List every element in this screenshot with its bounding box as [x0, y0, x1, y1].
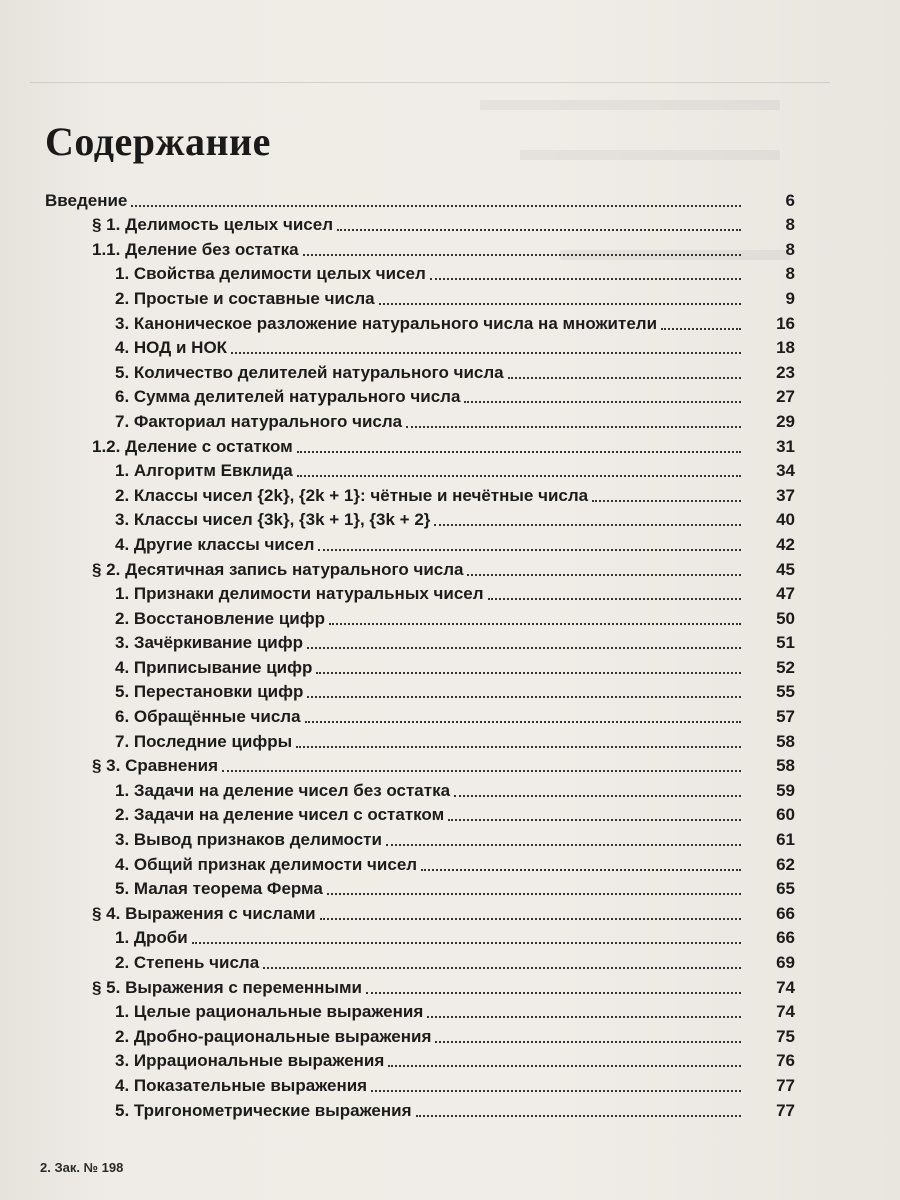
toc-entry: [45, 924, 795, 949]
toc-entry-title: 7. Последние цифры: [115, 731, 293, 751]
toc-entry-title: 3. Классы чисел {3k}, {3k + 1}, {3k + 2}: [115, 510, 431, 530]
toc-entry-title: 7. Факториал натурального числа: [115, 411, 403, 431]
dot-leader: [416, 1115, 741, 1117]
print-order-footer: 2. Зак. № 198: [40, 1160, 124, 1175]
toc-page-number: 23: [776, 362, 795, 382]
toc-entry-title: 4. Показательные выражения: [115, 1075, 368, 1095]
toc-page-number: 29: [776, 411, 795, 431]
toc-page-number: 40: [776, 510, 795, 530]
dot-leader: [454, 795, 741, 797]
toc-page-number: 51: [776, 633, 795, 653]
toc-page-number: 62: [776, 854, 795, 874]
page-title: Содержание: [45, 119, 271, 164]
toc-entry-title: 6. Обращённые числа: [115, 707, 301, 727]
toc-entry: [45, 1071, 795, 1096]
toc-entry-title: 5. Перестановки цифр: [115, 682, 304, 702]
toc-entry: [45, 702, 795, 727]
toc-entry: [45, 432, 795, 457]
toc-page-number: 31: [776, 436, 795, 456]
toc-entry: [45, 407, 795, 432]
toc-entry-title: 2. Дробно-рациональные выражения: [115, 1026, 432, 1046]
toc-page-number: 50: [776, 608, 795, 628]
toc-entry: [45, 825, 795, 850]
toc-entry-title: 1.2. Деление с остатком: [92, 436, 293, 456]
dot-leader: [337, 229, 741, 231]
dot-leader: [318, 549, 741, 551]
dot-leader: [379, 303, 741, 305]
toc-entry-title: § 1. Делимость целых чисел: [92, 215, 333, 235]
toc-entry: [45, 899, 795, 924]
toc-entry: [45, 1096, 795, 1121]
toc-entry: [45, 973, 795, 998]
dot-leader: [303, 254, 741, 256]
toc-entry: [45, 211, 795, 236]
toc-entry-title: 1. Целые рациональные выражения: [115, 1002, 424, 1022]
toc-entry: [45, 186, 795, 211]
dot-leader: [320, 918, 741, 920]
toc-entry: [45, 309, 795, 334]
toc-entry: [45, 580, 795, 605]
toc-page-number: 66: [776, 928, 795, 948]
dot-leader: [296, 746, 741, 748]
dot-leader: [388, 1065, 741, 1067]
dot-leader: [661, 328, 741, 330]
toc-page-number: 9: [785, 288, 795, 308]
dot-leader: [448, 819, 741, 821]
toc-entry: [45, 1047, 795, 1072]
dot-leader: [307, 647, 741, 649]
toc-entry: [45, 948, 795, 973]
dot-leader: [222, 770, 741, 772]
toc-page-number: 8: [785, 239, 795, 259]
toc-entry-title: 2. Восстановление цифр: [115, 608, 325, 628]
toc-page-number: 8: [785, 215, 795, 235]
toc-page-number: 42: [776, 534, 795, 554]
dot-leader: [464, 401, 741, 403]
dot-leader: [386, 844, 741, 846]
toc-entry: [45, 629, 795, 654]
toc-entry: [45, 1022, 795, 1047]
toc-entry: [45, 481, 795, 506]
dot-leader: [263, 967, 741, 969]
dot-leader: [192, 942, 741, 944]
toc-entry: [45, 334, 795, 359]
dot-leader: [488, 598, 741, 600]
toc-page-number: 47: [776, 584, 795, 604]
toc-page-number: 37: [776, 485, 795, 505]
toc-entry: [45, 457, 795, 482]
toc-entry-title: § 2. Десятичная запись натурального числа: [92, 559, 464, 579]
table-of-contents: [45, 186, 795, 1121]
dot-leader: [297, 475, 741, 477]
dot-leader: [231, 352, 741, 354]
toc-entry-title: 4. Приписывание цифр: [115, 657, 313, 677]
toc-entry-title: 4. Другие классы чисел: [115, 534, 315, 554]
toc-entry-title: 1. Дроби: [115, 928, 188, 948]
toc-page-number: 58: [776, 756, 795, 776]
dot-leader: [434, 524, 741, 526]
toc-entry-title: 3. Иррациональные выражения: [115, 1051, 385, 1071]
toc-entry: [45, 727, 795, 752]
toc-entry: [45, 776, 795, 801]
dot-leader: [427, 1016, 741, 1018]
toc-page-number: 76: [776, 1051, 795, 1071]
toc-entry: [45, 260, 795, 285]
dot-leader: [592, 500, 741, 502]
toc-entry: [45, 678, 795, 703]
dot-leader: [329, 623, 741, 625]
toc-entry-title: 3. Зачёркивание цифр: [115, 633, 303, 653]
toc-entry-title: 1. Свойства делимости целых чисел: [115, 264, 426, 284]
dot-leader: [366, 992, 741, 994]
toc-entry-title: 1.1. Деление без остатка: [92, 239, 299, 259]
toc-entry: [45, 801, 795, 826]
toc-entry-title: 4. НОД и НОК: [115, 338, 228, 358]
toc-entry: [45, 235, 795, 260]
toc-entry-title: § 3. Сравнения: [92, 756, 219, 776]
toc-page-number: 58: [776, 731, 795, 751]
toc-page-number: 74: [776, 977, 795, 997]
toc-entry-title: Введение: [45, 190, 128, 210]
dot-leader: [406, 426, 741, 428]
dot-leader: [430, 278, 741, 280]
toc-page-number: 34: [776, 461, 795, 481]
dot-leader: [307, 696, 741, 698]
toc-entry: [45, 604, 795, 629]
dot-leader: [305, 721, 741, 723]
dot-leader: [508, 377, 741, 379]
toc-entry-title: 2. Классы чисел {2k}, {2k + 1}: чётные и нечётные числа: [115, 485, 589, 505]
toc-entry-title: 3. Каноническое разложение натурального числа на множители: [115, 313, 658, 333]
toc-page-number: 66: [776, 903, 795, 923]
bleed-through-line: [520, 150, 780, 160]
toc-page-number: 69: [776, 953, 795, 972]
toc-page-number: 59: [776, 780, 795, 800]
toc-entry-title: 1. Алгоритм Евклида: [115, 461, 293, 481]
toc-page-number: 52: [776, 657, 795, 677]
toc-entry-title: 5. Малая теорема Ферма: [115, 879, 323, 899]
toc-entry-title: 1. Признаки делимости натуральных чисел: [115, 584, 484, 604]
toc-entry: [45, 875, 795, 900]
toc-entry: [45, 284, 795, 309]
toc-page-number: 18: [776, 338, 795, 358]
toc-page-number: 77: [776, 1075, 795, 1095]
toc-page-number: 27: [776, 387, 795, 407]
toc-page-number: 8: [785, 264, 795, 284]
toc-page-number: 75: [776, 1026, 795, 1046]
bleed-through-header: [30, 52, 830, 83]
toc-entry: [45, 383, 795, 408]
dot-leader: [131, 205, 741, 207]
toc-page-number: 65: [776, 879, 795, 899]
toc-entry-title: 6. Сумма делителей натурального числа: [115, 387, 461, 407]
toc-page-number: 6: [785, 190, 795, 210]
dot-leader: [467, 574, 741, 576]
toc-entry: [45, 530, 795, 555]
toc-entry: [45, 358, 795, 383]
toc-entry: [45, 506, 795, 531]
toc-entry-title: 5. Количество делителей натурального числа: [115, 362, 504, 382]
toc-entry: [45, 555, 795, 580]
toc-page-number: 16: [776, 313, 795, 333]
toc-entry-title: 2. Простые и составные числа: [115, 288, 375, 308]
dot-leader: [371, 1090, 741, 1092]
toc-page-number: 45: [776, 559, 795, 579]
toc-entry-title: 1. Задачи на деление чисел без остатка: [115, 780, 451, 800]
toc-entry-title: 4. Общий признак делимости чисел: [115, 854, 418, 874]
toc-entry-title: 3. Вывод признаков делимости: [115, 830, 382, 850]
toc-entry-title: § 5. Выражения с переменными: [92, 977, 362, 997]
dot-leader: [327, 893, 741, 895]
toc-entry-title: 2. Задачи на деление чисел с остатком: [115, 805, 445, 825]
toc-entry: [45, 850, 795, 875]
toc-entry-title: § 4. Выражения с числами: [92, 903, 316, 923]
dot-leader: [297, 451, 741, 453]
toc-page-number: 74: [776, 1002, 795, 1022]
toc-entry: [45, 653, 795, 678]
toc-page-number: 60: [776, 805, 795, 825]
toc-page-number: 61: [776, 830, 795, 850]
toc-page-number: 77: [776, 1100, 795, 1120]
toc-page-number: 55: [776, 682, 795, 702]
toc-entry: [45, 998, 795, 1023]
dot-leader: [316, 672, 741, 674]
dot-leader: [421, 869, 741, 871]
toc-entry: [45, 752, 795, 777]
toc-entry-title: 2. Степень числа: [115, 953, 260, 972]
dot-leader: [435, 1041, 741, 1043]
toc-page-number: 57: [776, 707, 795, 727]
toc-entry-title: 5. Тригонометрические выражения: [115, 1100, 412, 1120]
bleed-through-line: [480, 100, 780, 110]
